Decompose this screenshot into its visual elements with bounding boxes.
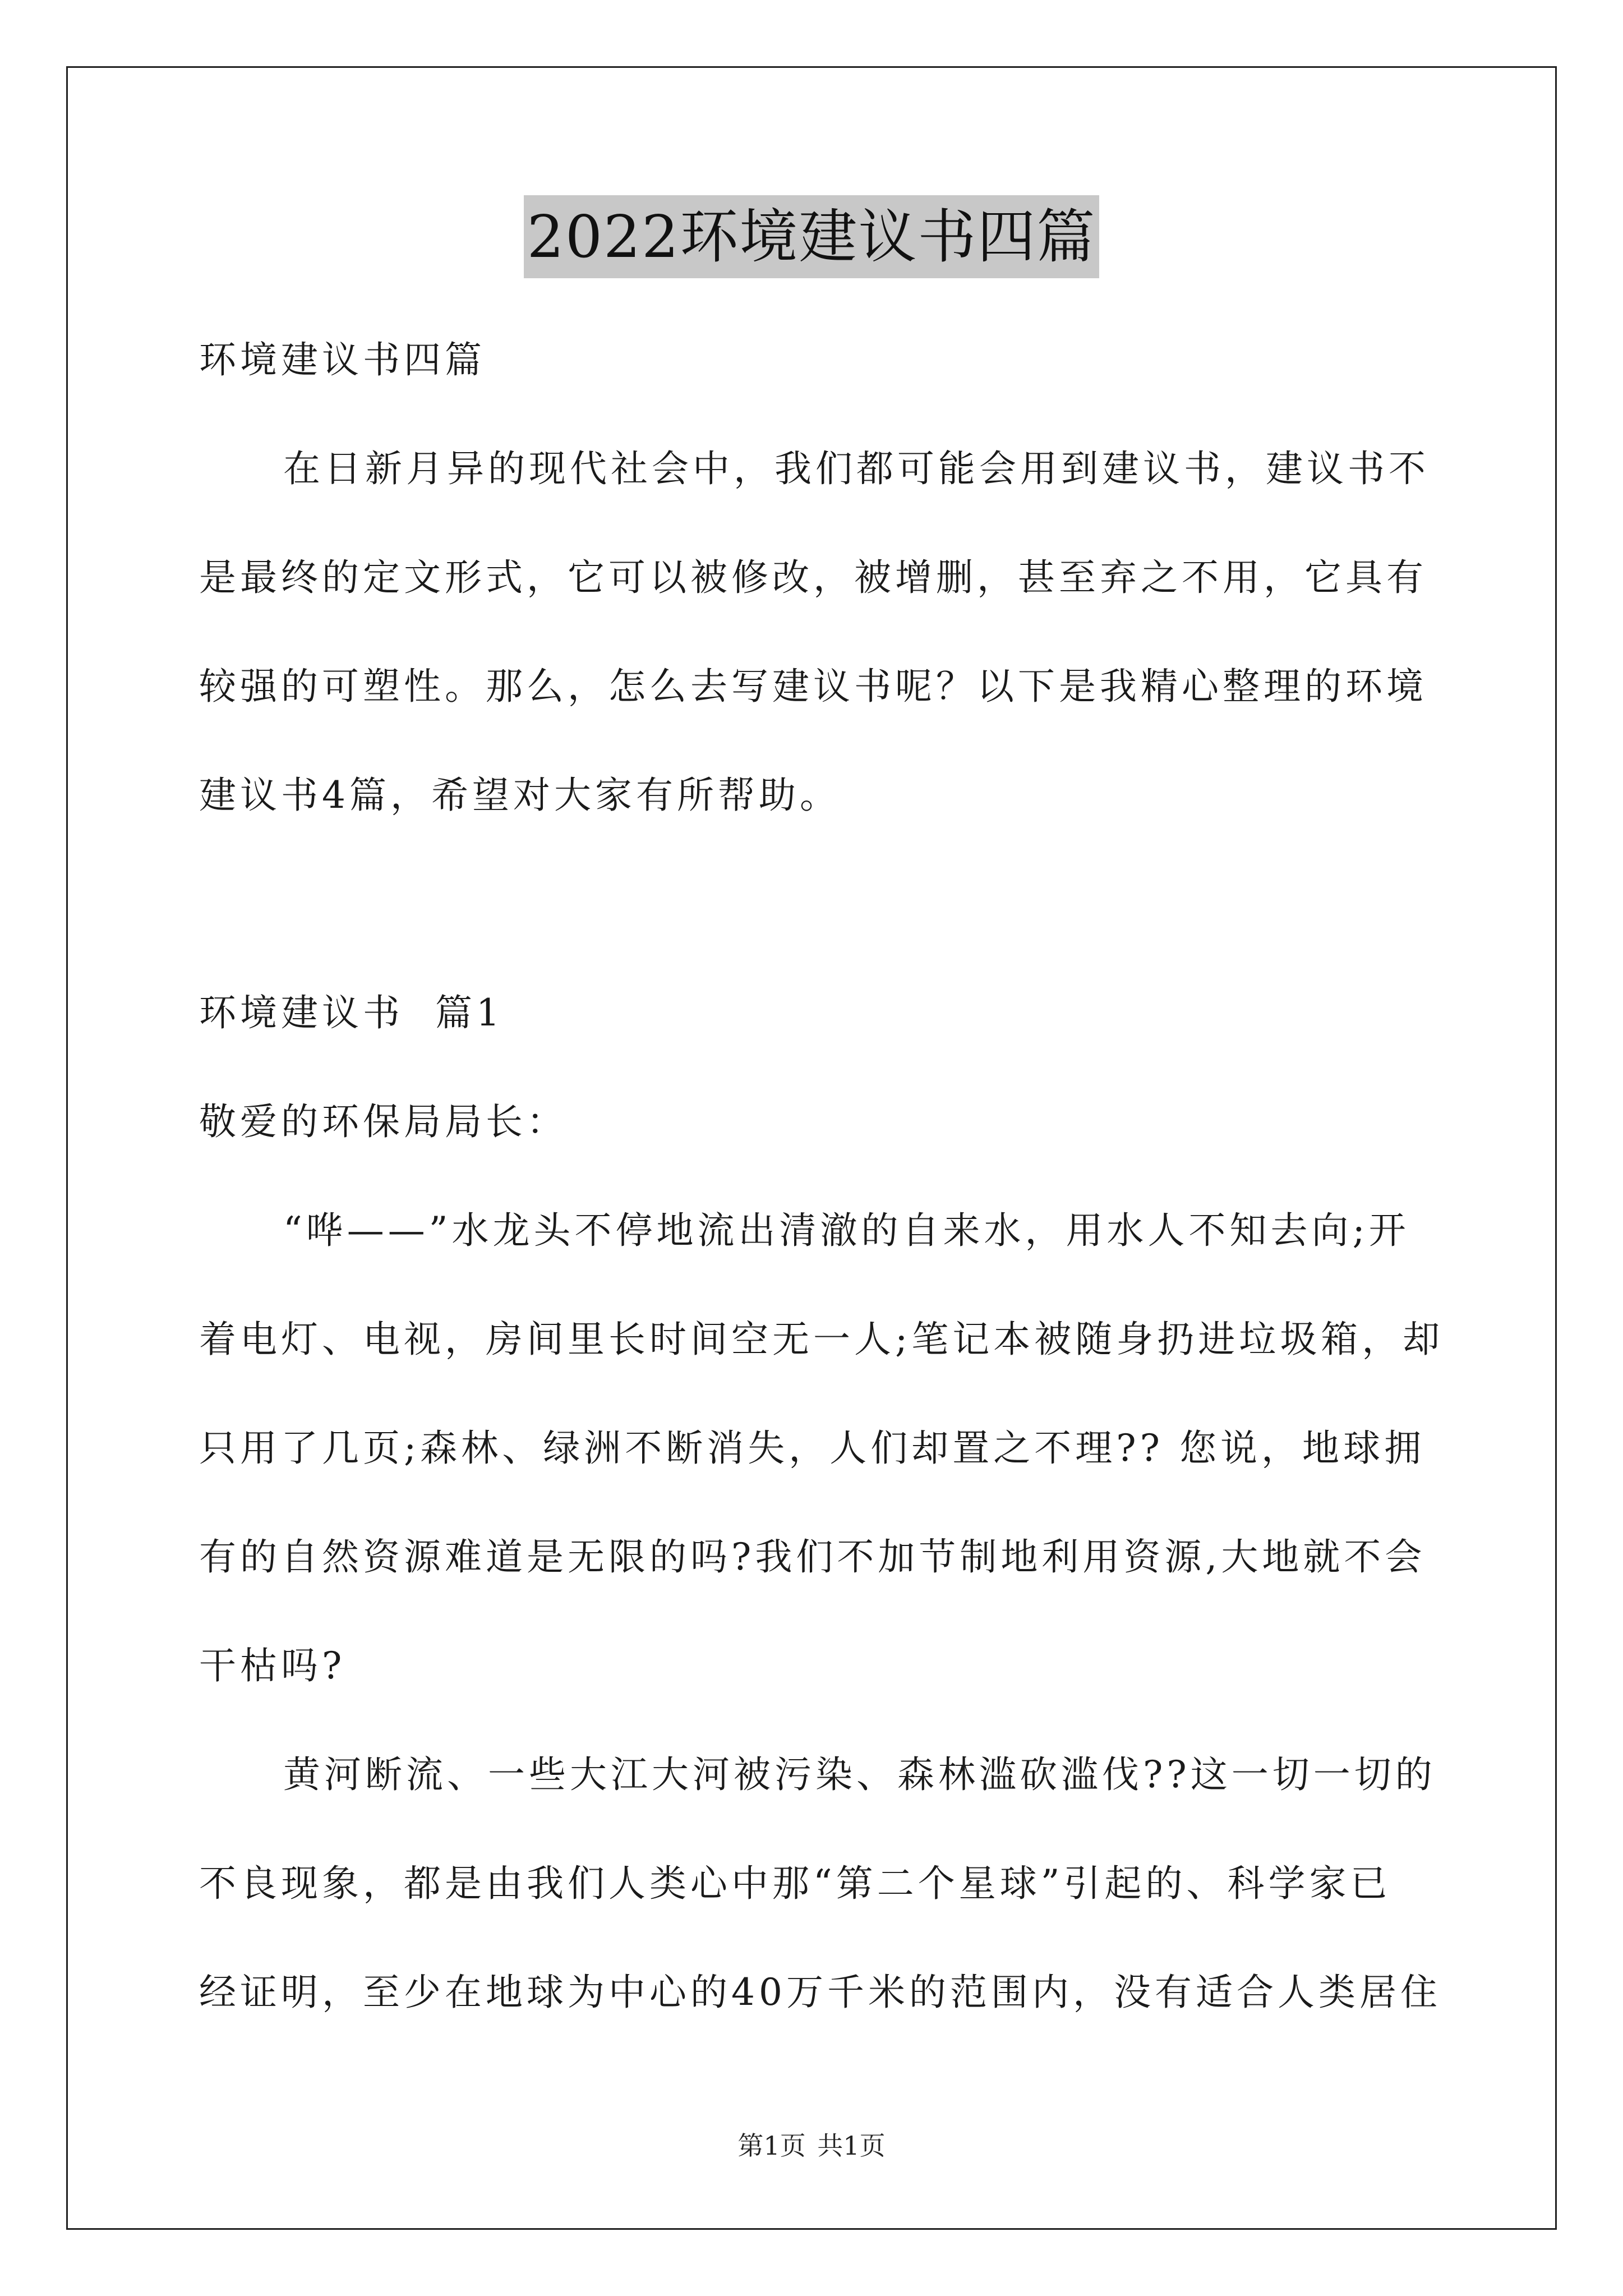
document-title: 2022环境建议书四篇 (524, 195, 1100, 278)
salutation: 敬爱的环保局局长： (199, 1100, 568, 1143)
paragraph1-line: 有的自然资源难道是无限的吗?我们不加节制地利用资源,大地就不会 (199, 1535, 1426, 1579)
paragraph1-line: 只用了几页;森林、绿洲不断消失，人们却置之不理?? 您说，地球拥 (199, 1427, 1425, 1470)
document-body (199, 306, 1444, 2047)
paragraph2-line: 黄河断流、一些大江大河被污染、森林滥砍滥伐??这一切一切的 (283, 1753, 1436, 1796)
paragraph2-line: 不良现象，都是由我们人类心中那“第二个星球”引起的、科学家已 (199, 1862, 1391, 1905)
section-heading: 环境建议书 篇1 (199, 991, 504, 1034)
paragraph2-line: 经证明，至少在地球为中心的40万千米的范围内，没有适合人类居住 (199, 1971, 1441, 2014)
page-footer (0, 2129, 1623, 2162)
paragraph1-line: 着电灯、电视，房间里长时间空无一人;笔记本被随身扔进垃圾箱，却 (199, 1318, 1444, 1361)
intro-line: 较强的可塑性。那么，怎么去写建议书呢？以下是我精心整理的环境 (199, 665, 1427, 708)
intro-line: 在日新月异的现代社会中，我们都可能会用到建议书，建议书不 (283, 447, 1430, 490)
document-subtitle: 环境建议书四篇 (199, 338, 486, 381)
paragraph1-line: “哗——”水龙头不停地流出清澈的自来水，用水人不知去向;开 (283, 1209, 1410, 1252)
paragraph-gap (199, 850, 1433, 959)
page-number-label: 第1页 共1页 (737, 2131, 886, 2161)
paragraph1-line: 干枯吗? (199, 1644, 346, 1687)
title-container (0, 195, 1623, 278)
intro-line: 建议书4篇，希望对大家有所帮助。 (199, 774, 841, 817)
intro-line: 是最终的定文形式，它可以被修改，被增删，甚至弃之不用，它具有 (199, 556, 1427, 599)
